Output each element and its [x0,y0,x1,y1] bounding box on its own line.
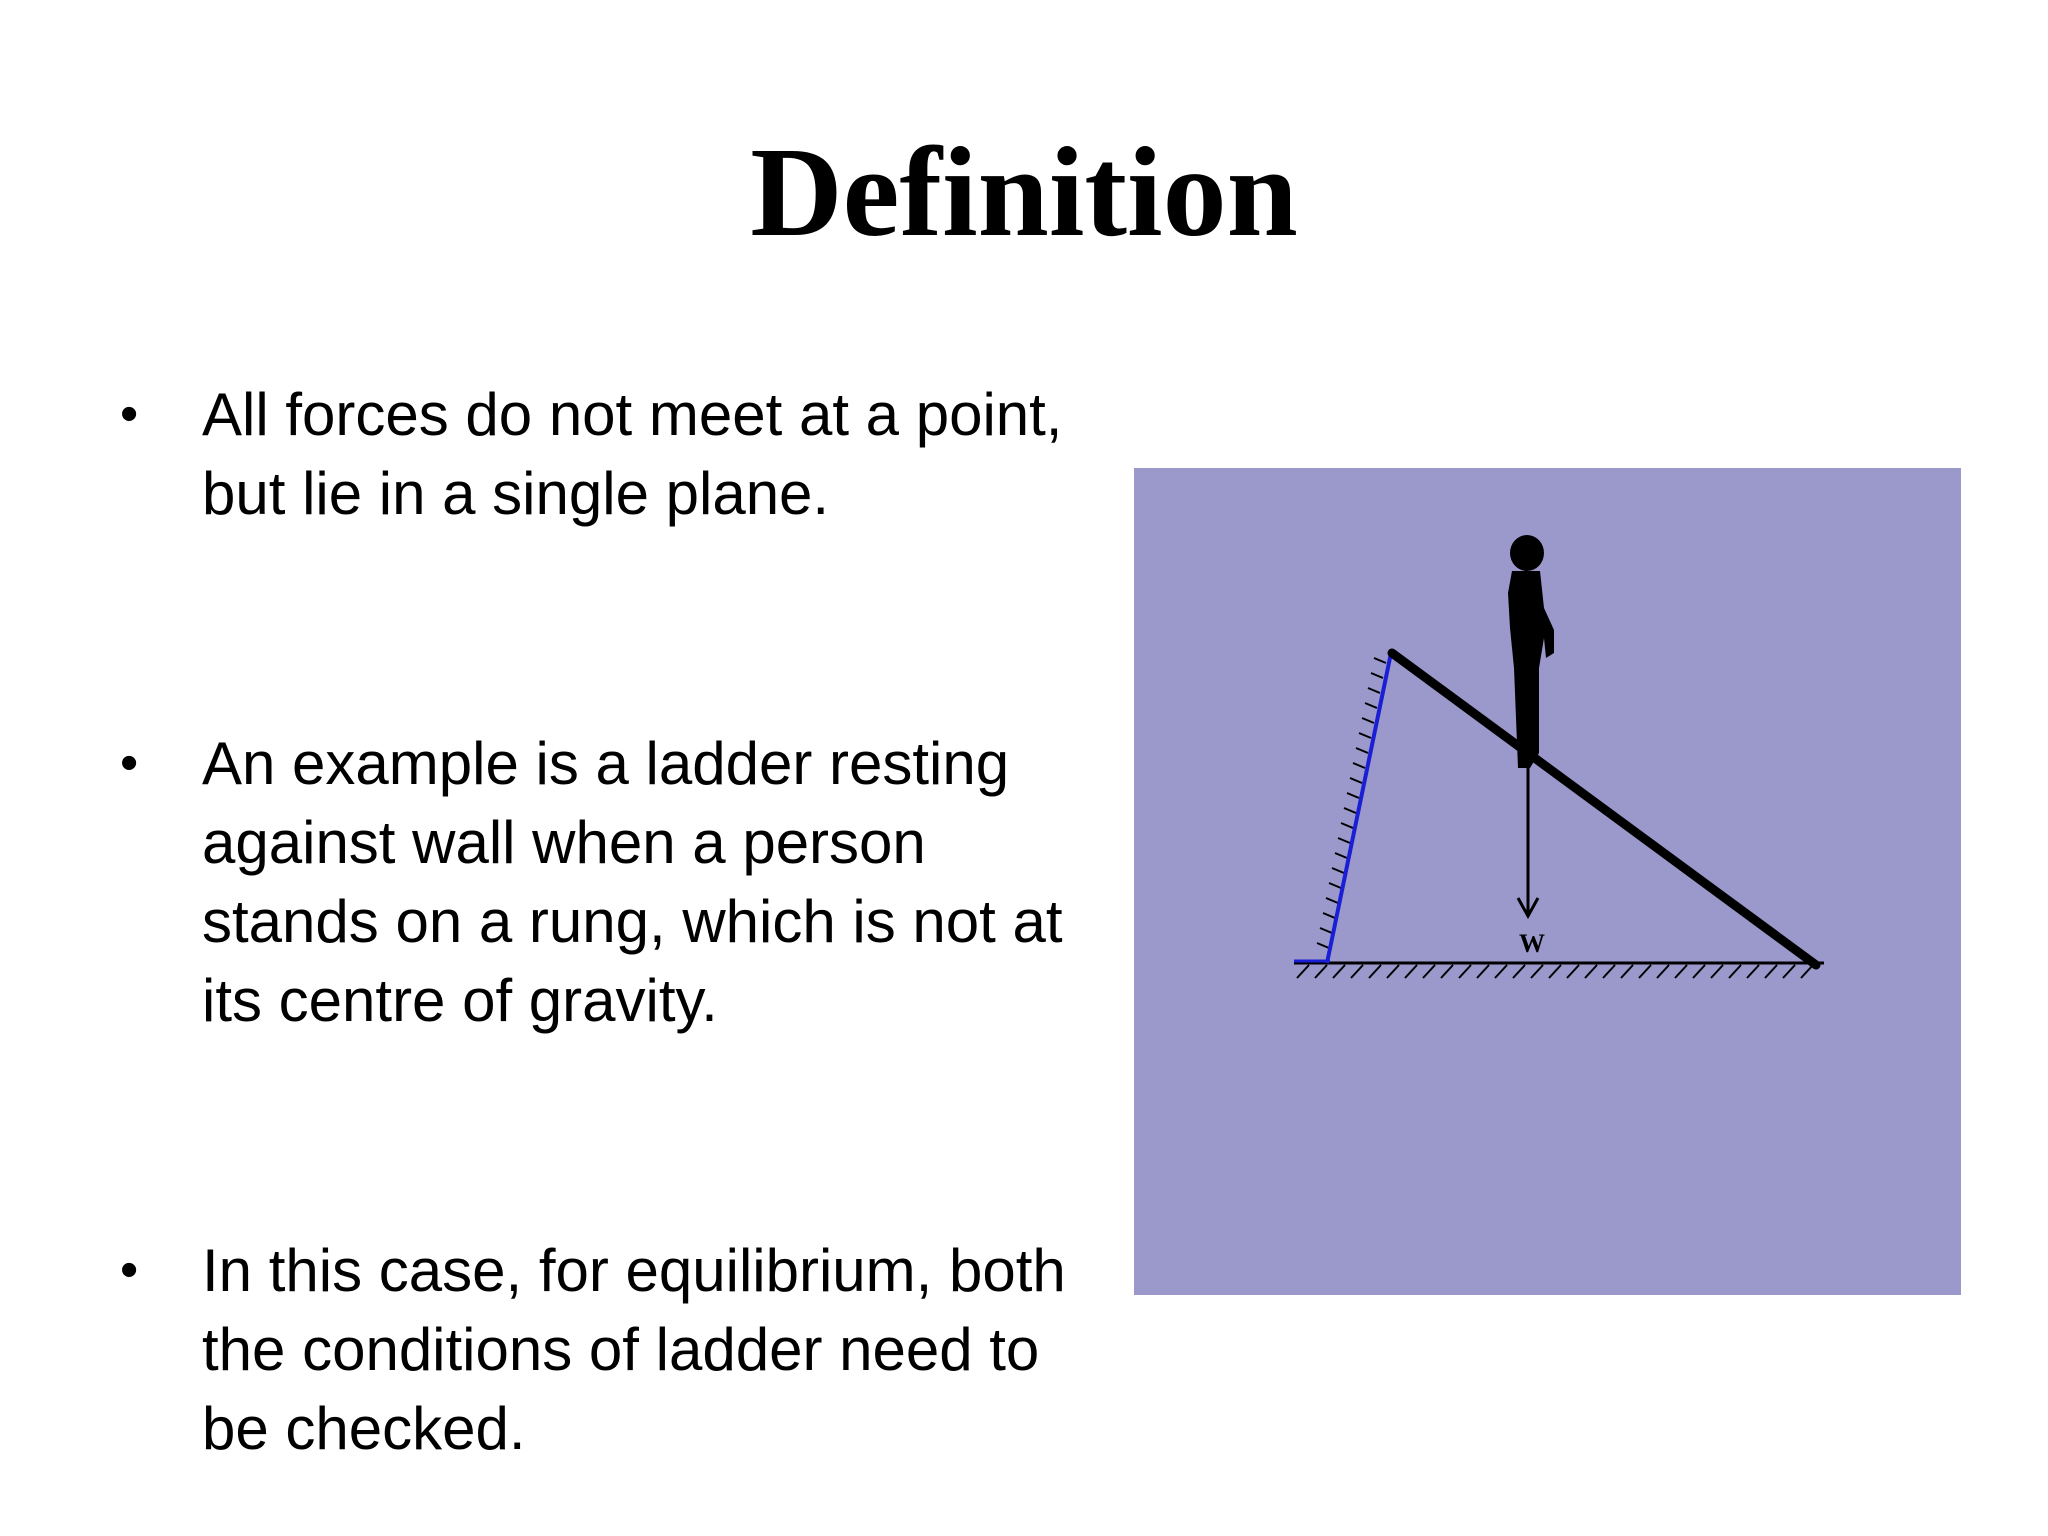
wall-hatch [1317,658,1386,948]
wall-line [1327,653,1391,963]
bullet-marker: • [120,734,139,792]
ladder [1392,653,1816,965]
person-silhouette-icon [1508,535,1554,768]
ladder-diagram [1134,468,1961,1295]
bullet-text: All forces do not meet at a point, but lie in a single plane. [202,381,1063,527]
ground-hatch [1297,965,1813,978]
weight-arrow-icon [1518,763,1538,916]
weight-label: W [1519,929,1545,958]
bullet-text: An example is a ladder resting against wall when a person stands on a rung, which is not at its centre of gravity. [202,730,1063,1034]
ladder-diagram-svg [1134,468,1961,1295]
bullet-text: In this case, for equilibrium, both the conditions of ladder need to be checked. [202,1237,1066,1462]
slide-title: Definition [750,121,1298,263]
bullet-marker: • [120,1241,139,1299]
bullet-marker: • [120,385,139,443]
